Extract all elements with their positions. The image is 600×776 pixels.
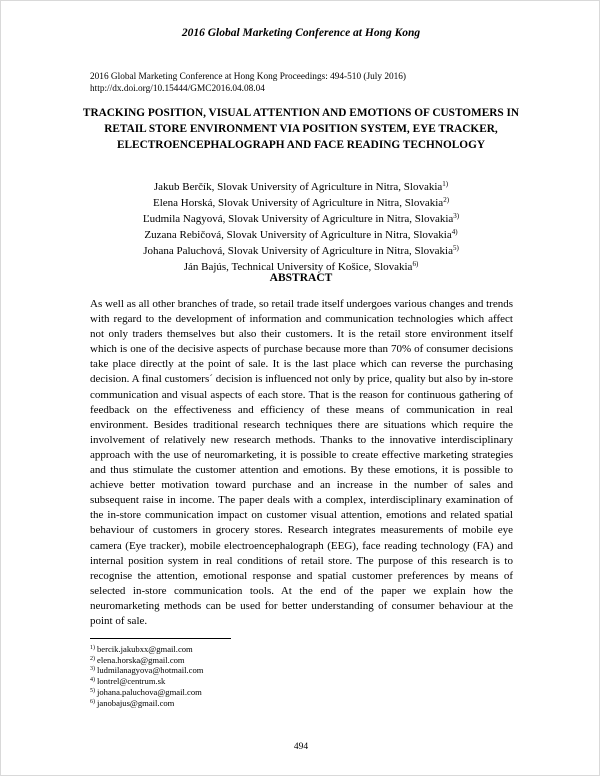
footnote-email[interactable]: elena.horska@gmail.com xyxy=(97,654,185,665)
footnote-list xyxy=(90,644,390,708)
author-line xyxy=(81,195,521,211)
abstract-body: As well as all other branches of trade, so retail trade itself undergoes various changes and trends with regard to the development of information and communication technologies which affect not only traders themselves but also their customers. It is the retail store environment itself which is one of the decisive aspects of purchase because more than 70% of consumer decisions take place directly at the point of sale. It is the last place which can reverse the purchasing decision. A final customers´ decision is influenced not only by price, quality but also by in-store communication and visual aspects of each store. That is the reason for continuous gathering of feedback on the effectiveness and efficiency of these means of communication in real environment. Besides traditional research techniques there are situations which require the involvement of relatively new research methods. Thanks to the innovative interdisciplinary approach with the use of neuromarketing, it is possible to create effective marketing strategies and thus stimulate the customer attention and emotions. By these emotions, it is possible to achieve better motivation toward purchase and an increase in the number of sales and subsequent raise in income. The paper deals with a complex, interdisciplinary examination of the in-store communication impact on customer visual attention, emotions and related spatial behaviour of customers in grocery stores. Research integrates measurements of mobile eye camera (Eye tracker), mobile electroencephalograph (EEG), face reading technology (FA) and internal position system in real conditions of retail store. The purpose of this research is to recognise the attention, emotional response and spatial customer preferences by means of selected in-store communication tools. At the end of the paper we explain how the neuromarketing methods can be used for better understanding of consumer behaviour at the point of sale. xyxy=(90,298,513,627)
footnote-email[interactable]: bercik.jakubxx@gmail.com xyxy=(97,644,193,654)
author-line xyxy=(81,227,521,243)
author-affiliation: Ľudmila Nagyová, Slovak University of Agriculture in Nitra, Slovakia xyxy=(142,213,454,225)
footnote-mark: 4) xyxy=(90,677,95,684)
footnote-item xyxy=(90,655,390,666)
footnote-mark: 6) xyxy=(412,260,419,268)
footnote-mark: 5) xyxy=(452,244,459,252)
author-affiliation: Ján Bajús, Technical University of Košice, Slovakia xyxy=(183,261,413,273)
footnote-mark: 3) xyxy=(90,666,95,673)
author-affiliation: Elena Horská, Slovak University of Agriculture in Nitra, Slovakia xyxy=(152,197,444,209)
footnote-mark: 2) xyxy=(443,196,450,204)
author-line xyxy=(81,179,521,195)
author-list xyxy=(81,179,521,275)
author-line xyxy=(81,243,521,259)
author-affiliation: Jakub Berčík, Slovak University of Agriculture in Nitra, Slovakia xyxy=(153,181,443,193)
paper-title: TRACKING POSITION, VISUAL ATTENTION AND EMOTIONS OF CUSTOMERS IN RETAIL STORE ENVIRONMENT VIA POSITION SYSTEM, EYE TRACKER, ELECTROENCEPHALOGRAPH AND FACE READING TECHNOLOGY xyxy=(82,107,520,151)
citation-doi[interactable]: http://dx.doi.org/10.15444/GMC2016.04.08.04 xyxy=(90,84,265,94)
footnote-mark: 6) xyxy=(90,698,95,705)
footnote-item xyxy=(90,644,390,655)
page-number: 494 xyxy=(293,742,309,752)
citation-proceedings: 2016 Global Marketing Conference at Hong Kong Proceedings: 494-510 (July 2016) xyxy=(90,72,407,82)
footnote-item xyxy=(90,665,390,676)
abstract-heading: ABSTRACT xyxy=(269,272,333,284)
footnote-mark: 4) xyxy=(451,228,458,236)
author-line xyxy=(81,211,521,227)
footnote-mark: 1) xyxy=(90,645,95,651)
footnote-item xyxy=(90,698,390,709)
footnote-email[interactable]: janobajus@gmail.com xyxy=(97,697,175,708)
citation-block xyxy=(90,71,510,95)
footnote-mark: 5) xyxy=(90,687,95,694)
footnote-mark: 3) xyxy=(453,212,460,220)
footnote-item xyxy=(90,676,390,687)
footnote-mark: 2) xyxy=(90,655,95,662)
running-header: 2016 Global Marketing Conference at Hong Kong xyxy=(181,27,421,39)
footnote-item xyxy=(90,687,390,698)
footnote-email[interactable]: ludmilanagyova@hotmail.com xyxy=(97,665,204,676)
footnote-email[interactable]: johana.paluchova@gmail.com xyxy=(97,686,202,697)
footnote-divider xyxy=(90,638,231,639)
author-affiliation: Zuzana Rebičová, Slovak University of Agriculture in Nitra, Slovakia xyxy=(144,229,452,241)
footnote-email[interactable]: lontrel@centrum.sk xyxy=(97,676,166,687)
footnote-mark: 1) xyxy=(442,180,449,188)
author-affiliation: Johana Paluchová, Slovak University of Agriculture in Nitra, Slovakia xyxy=(143,245,453,257)
